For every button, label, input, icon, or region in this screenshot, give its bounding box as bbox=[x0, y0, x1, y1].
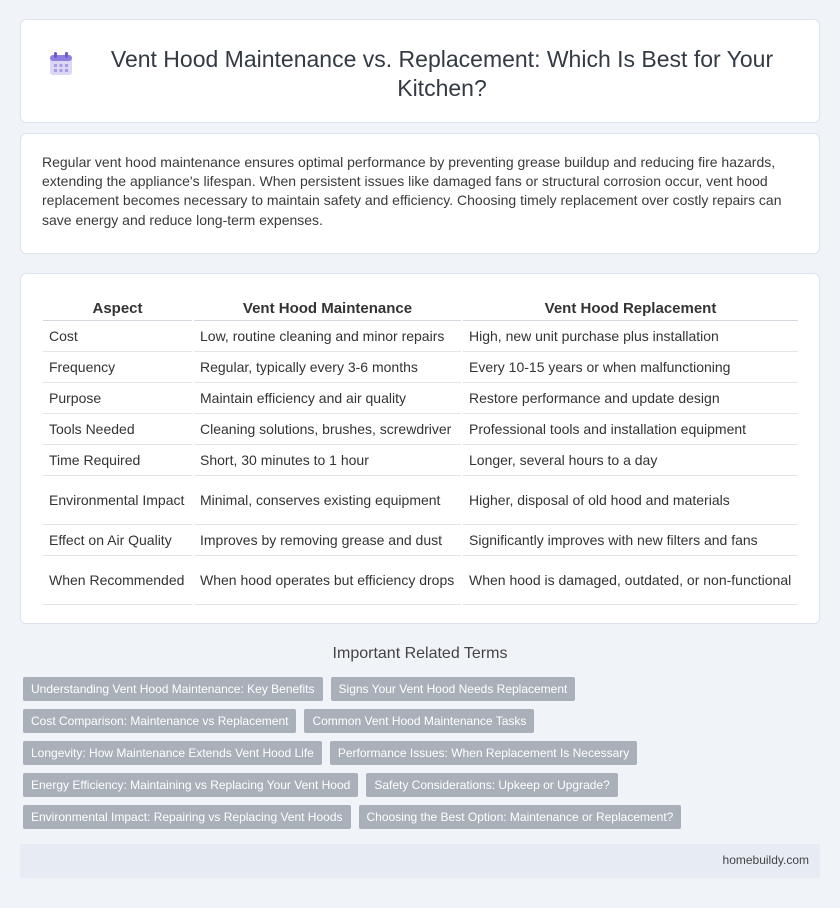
intro-paragraph: Regular vent hood maintenance ensures optimal performance by preventing grease buildup and reducing fire hazards, extending the appliance's lifespan. When persistent issues like damaged fans or structural corrosion occur, vent hood replacement becomes necessary to maintain safety and efficiency. Choosing timely replacement over costly repairs can save energy and reduce long-term expenses. bbox=[42, 154, 782, 228]
related-term-tag[interactable]: Longevity: How Maintenance Extends Vent Hood Life bbox=[23, 741, 322, 765]
table-row bbox=[43, 555, 798, 604]
table-header-row bbox=[43, 296, 798, 320]
comparison-table-card bbox=[20, 273, 820, 624]
maintenance-cell: Minimal, conserves existing equipment bbox=[193, 475, 462, 524]
aspect-cell: Time Required bbox=[43, 444, 193, 475]
header-replacement: Vent Hood Replacement bbox=[462, 296, 798, 320]
replacement-cell: When hood is damaged, outdated, or non-functional bbox=[462, 555, 798, 604]
maintenance-cell: Low, routine cleaning and minor repairs bbox=[193, 320, 462, 351]
calendar-icon bbox=[48, 51, 74, 77]
replacement-cell: High, new unit purchase plus installation bbox=[462, 320, 798, 351]
intro-card bbox=[20, 133, 820, 254]
related-terms-title: Important Related Terms bbox=[332, 645, 508, 662]
maintenance-cell: Regular, typically every 3-6 months bbox=[193, 351, 462, 382]
maintenance-cell: Improves by removing grease and dust bbox=[193, 524, 462, 555]
related-term-tag[interactable]: Common Vent Hood Maintenance Tasks bbox=[304, 709, 534, 733]
aspect-cell: Tools Needed bbox=[43, 413, 193, 444]
table-row bbox=[43, 475, 798, 524]
replacement-cell: Higher, disposal of old hood and materials bbox=[462, 475, 798, 524]
replacement-cell: Professional tools and installation equipment bbox=[462, 413, 798, 444]
header-maintenance: Vent Hood Maintenance bbox=[193, 296, 462, 320]
related-term-tag[interactable]: Choosing the Best Option: Maintenance or Replacement? bbox=[359, 805, 682, 829]
table-row bbox=[43, 382, 798, 413]
title-card bbox=[20, 19, 820, 123]
footer-site-link[interactable]: homebuildy.com bbox=[722, 853, 809, 867]
aspect-cell: Environmental Impact bbox=[43, 475, 193, 524]
related-term-tag[interactable]: Cost Comparison: Maintenance vs Replacement bbox=[23, 709, 296, 733]
table-row bbox=[43, 351, 798, 382]
replacement-cell: Restore performance and update design bbox=[462, 382, 798, 413]
comparison-table bbox=[43, 296, 798, 605]
aspect-cell: When Recommended bbox=[43, 555, 193, 604]
aspect-cell: Effect on Air Quality bbox=[43, 524, 193, 555]
related-term-tag[interactable]: Safety Considerations: Upkeep or Upgrade? bbox=[366, 773, 617, 797]
aspect-cell: Frequency bbox=[43, 351, 193, 382]
maintenance-cell: Cleaning solutions, brushes, screwdriver bbox=[193, 413, 462, 444]
table-row bbox=[43, 413, 798, 444]
replacement-cell: Every 10-15 years or when malfunctioning bbox=[462, 351, 798, 382]
related-term-tag[interactable]: Environmental Impact: Repairing vs Replacing Vent Hoods bbox=[23, 805, 351, 829]
maintenance-cell: When hood operates but efficiency drops bbox=[193, 555, 462, 604]
related-term-tag[interactable]: Performance Issues: When Replacement Is Necessary bbox=[330, 741, 637, 765]
related-term-tag[interactable]: Signs Your Vent Hood Needs Replacement bbox=[331, 677, 576, 701]
table-row bbox=[43, 320, 798, 351]
replacement-cell: Significantly improves with new filters and fans bbox=[462, 524, 798, 555]
maintenance-cell: Short, 30 minutes to 1 hour bbox=[193, 444, 462, 475]
replacement-cell: Longer, several hours to a day bbox=[462, 444, 798, 475]
related-term-tag[interactable]: Energy Efficiency: Maintaining vs Replacing Your Vent Hood bbox=[23, 773, 358, 797]
table-row bbox=[43, 444, 798, 475]
page-title: Vent Hood Maintenance vs. Replacement: Which Is Best for Your Kitchen? bbox=[110, 46, 774, 101]
related-terms-list bbox=[23, 677, 803, 837]
footer bbox=[20, 844, 820, 878]
aspect-cell: Purpose bbox=[43, 382, 193, 413]
header-aspect: Aspect bbox=[43, 296, 193, 320]
table-row bbox=[43, 524, 798, 555]
maintenance-cell: Maintain efficiency and air quality bbox=[193, 382, 462, 413]
aspect-cell: Cost bbox=[43, 320, 193, 351]
related-term-tag[interactable]: Understanding Vent Hood Maintenance: Key Benefits bbox=[23, 677, 323, 701]
